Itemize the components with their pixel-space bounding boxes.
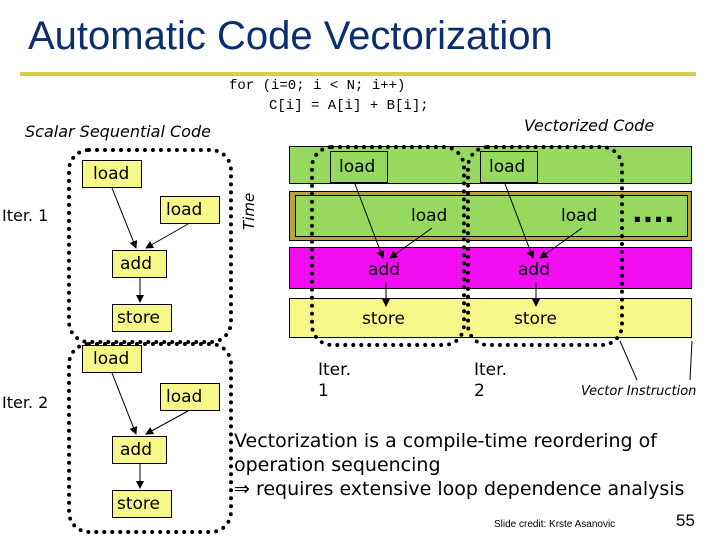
vector-store-b-label: store: [514, 309, 557, 329]
vector-instruction-pointer-1: [620, 341, 637, 380]
conclusion-line-3: requires extensive loop dependence analysis: [255, 478, 685, 500]
op-label: load: [339, 157, 376, 177]
code-line-1: for (i=0; i < N; i++): [229, 78, 406, 94]
arrow-v1-load1-add: [355, 184, 383, 258]
op-label: load: [489, 157, 526, 177]
vector-ellipsis: ....: [632, 196, 675, 229]
vector-heading: Vectorized Code: [524, 116, 655, 135]
vector-store-a-label: store: [362, 309, 405, 329]
vector-instruction-label: Vector Instruction: [581, 384, 697, 399]
conclusion-line-2: operation sequencing: [234, 454, 441, 476]
vector-iter-1-label: Iter. 1: [318, 360, 351, 401]
vector-add-a-label: add: [368, 260, 400, 280]
scalar-heading: Scalar Sequential Code: [25, 122, 211, 141]
arrow-v2-load1-add: [505, 184, 533, 258]
scalar-iter-2-label: Iter. 2: [2, 393, 49, 412]
arrow-v1-load2-add: [390, 228, 432, 258]
page-number: 55: [676, 511, 695, 530]
arrow-s2-load1-add: [112, 373, 136, 434]
scalar-iter-1-label: Iter. 1: [2, 206, 49, 225]
conclusion-line-1: Vectorization is a compile-time reordering of: [234, 430, 657, 452]
op-label: add: [120, 254, 152, 274]
op-label: add: [120, 440, 152, 460]
op-label: load: [93, 164, 130, 184]
arrow-s1-load2-add: [146, 224, 188, 248]
arrow-s2-load2-add: [146, 411, 188, 434]
arrow-v2-load2-add: [540, 228, 582, 258]
vector-iter-2-label: Iter. 2: [474, 360, 507, 401]
time-label: Time: [240, 192, 258, 230]
arrow-s1-load1-add: [112, 188, 136, 248]
slide-title: Automatic Code Vectorization: [28, 14, 553, 58]
op-label: load: [166, 200, 203, 220]
op-label: store: [117, 494, 160, 514]
vector-load-2a-label: load: [411, 206, 448, 226]
op-label: store: [117, 308, 160, 328]
op-label: load: [166, 387, 203, 407]
vector-add-b-label: add: [518, 260, 550, 280]
implies-arrow: ⇒: [234, 478, 250, 500]
vector-instruction-pointer-2: [690, 341, 692, 380]
conclusion-line-3-wrap: [234, 477, 684, 501]
slide-credit: Slide credit: Krste Asanovic: [494, 519, 616, 530]
op-label: load: [93, 349, 130, 369]
vector-load-2b-label: load: [561, 206, 598, 226]
code-line-2: C[i] = A[i] + B[i];: [269, 98, 429, 114]
